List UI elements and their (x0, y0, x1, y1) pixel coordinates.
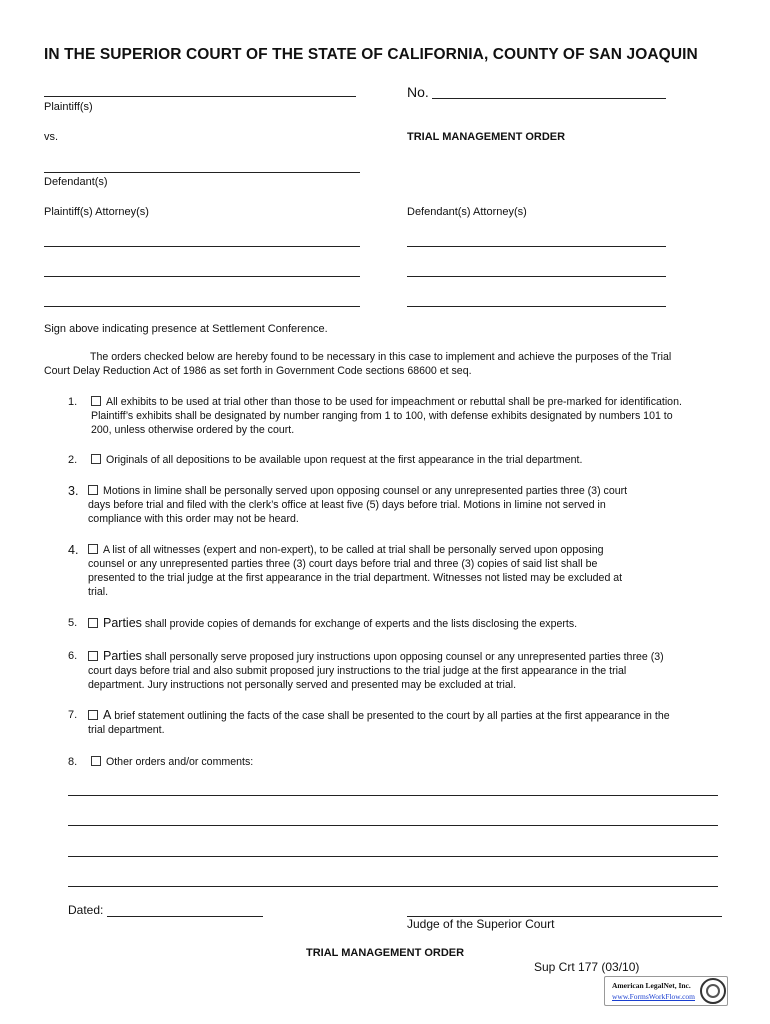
comment-line-4[interactable] (68, 886, 718, 887)
defendant-attorney-line-2[interactable] (407, 276, 666, 277)
plaintiff-attorney-line-3[interactable] (44, 306, 360, 307)
defendant-label: Defendant(s) (44, 176, 108, 188)
plaintiff-attorney-label: Plaintiff(s) Attorney(s) (44, 206, 149, 218)
item-1-checkbox[interactable] (91, 396, 101, 406)
plaintiff-name-line[interactable] (44, 96, 356, 97)
defendant-attorney-line-3[interactable] (407, 306, 666, 307)
item-7-checkbox[interactable] (88, 710, 98, 720)
item-number: 2. (68, 454, 78, 466)
item-number: 4. (68, 543, 79, 557)
item-number: 7. (68, 709, 78, 721)
publisher-seal-inner-icon (706, 984, 720, 998)
item-7-text: A brief statement outlining the facts of the case shall be presented to the court by all parties at the first appearance in the trial department. (88, 708, 670, 736)
comment-line-3[interactable] (68, 856, 718, 857)
item-5-text: Parties shall provide copies of demands for exchange of experts and the lists disclosing the experts. (88, 616, 577, 631)
item-number: 1. (68, 396, 78, 408)
defendant-attorney-line-1[interactable] (407, 246, 666, 247)
item-4-checkbox[interactable] (88, 544, 98, 554)
item-2-text: Originals of all depositions to be available upon request at the first appearance in the trial department. (91, 453, 582, 467)
publisher-url[interactable]: www.FormsWorkFlow.com (612, 992, 696, 1001)
plaintiff-attorney-line-2[interactable] (44, 276, 360, 277)
defendant-name-line[interactable] (44, 172, 360, 173)
item-6-text: Parties shall personally serve proposed jury instructions upon opposing counsel or any unrepresented parties three (3) court days before trial and also submit proposed jury instructions to the trial judge at the first appearance in the trial department. Jury instructions not personally served and presented may be excluded at trial. (88, 649, 664, 691)
item-number: 6. (68, 650, 78, 662)
item-3-checkbox[interactable] (88, 485, 98, 495)
sign-note: Sign above indicating presence at Settlement Conference. (44, 323, 328, 335)
item-5-checkbox[interactable] (88, 618, 98, 628)
item-1-text: All exhibits to be used at trial other than those to be used for impeachment or rebuttal shall be pre-marked for identification. Plaintiff’s exhibits shall be designated by number ranging from 1 to 100, with defense exhibits designated by numbers 101 to 200, unless otherwise ordered by the court. (91, 396, 682, 436)
item-number: 8. (68, 756, 78, 768)
plaintiff-attorney-line-1[interactable] (44, 246, 360, 247)
item-4-text: A list of all witnesses (expert and non-expert), to be called at trial shall be personally served upon opposing counsel or any unrepresented parties three (3) court days before trial and three (3) copies of said list shall be presented to the trial judge at the first appearance in the trial department. Witnesses not listed may be excluded at trial. (88, 544, 623, 598)
item-8-checkbox[interactable] (91, 756, 101, 766)
plaintiff-label: Plaintiff(s) (44, 101, 93, 113)
footer-form-title: TRIAL MANAGEMENT ORDER (306, 947, 465, 959)
vs-label: vs. (44, 131, 59, 143)
comment-line-2[interactable] (68, 825, 718, 826)
publisher-name: American LegalNet, Inc. (612, 981, 691, 990)
dated-label: Dated: (68, 903, 104, 917)
defendant-attorney-label: Defendant(s) Attorney(s) (407, 206, 527, 218)
page-title: IN THE SUPERIOR COURT OF THE STATE OF CALIFORNIA, COUNTY OF SAN JOAQUIN (44, 46, 698, 63)
item-number: 5. (68, 617, 78, 629)
case-number-line[interactable] (432, 98, 666, 99)
comment-line-1[interactable] (68, 795, 718, 796)
dated-line[interactable] (107, 916, 263, 917)
item-3-text: Motions in limine shall be personally served upon opposing counsel or any unrepresented parties three (3) court days before trial and filed with the clerk’s office at least five (5) days before trial. Motions in limine not served in compliance with this order may not be heard. (88, 485, 628, 525)
form-code: Sup Crt 177 (03/10) (534, 960, 640, 974)
item-6-checkbox[interactable] (88, 651, 98, 661)
item-2-checkbox[interactable] (91, 454, 101, 464)
intro-line-1: The orders checked below are hereby found to be necessary in this case to implement and achieve the purposes of the Trial (90, 351, 672, 363)
judge-label: Judge of the Superior Court (407, 917, 555, 931)
item-number: 3. (68, 484, 79, 498)
intro-line-2: Court Delay Reduction Act of 1986 as set forth in Government Code sections 68600 et seq. (44, 365, 472, 377)
case-number-label: No. (407, 84, 429, 100)
item-8-text: Other orders and/or comments: (91, 755, 253, 769)
form-title: TRIAL MANAGEMENT ORDER (407, 131, 566, 143)
